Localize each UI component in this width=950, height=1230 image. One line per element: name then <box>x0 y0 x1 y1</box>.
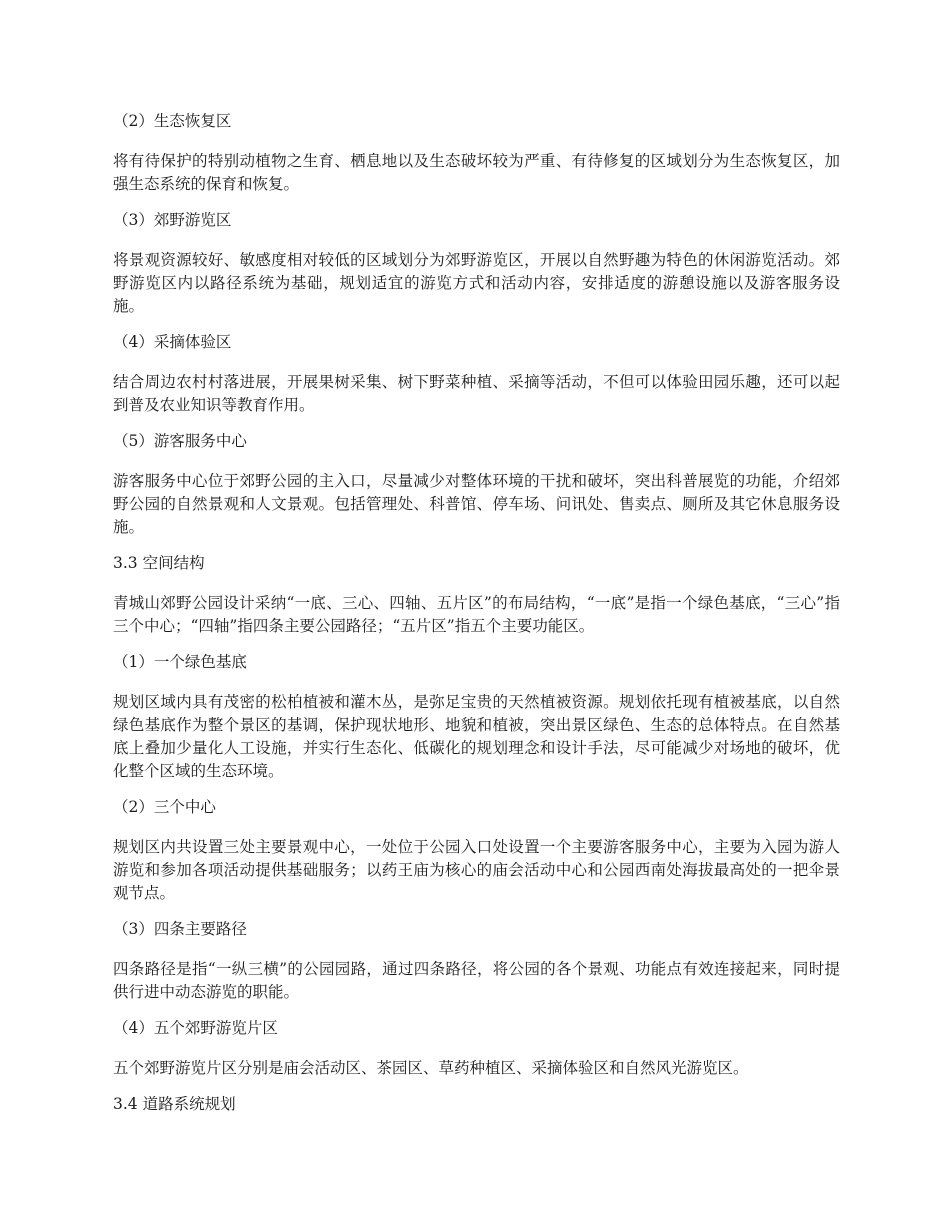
paragraph-green-base: 规划区域内具有茂密的松柏植被和灌木丛，是弥足宝贵的天然植被资源。规划依托现有植被基底，以自然绿色基底作为整个景区的基调，保护现状地形、地貌和植被，突出景区绿色、生态的总体特点。在自然基底上叠加少量化人工设施，并实行生态化、低碳化的规划理念和设计手法，尽可能减少对场地的破坏，优化整个区域的生态环境。 <box>113 693 840 780</box>
paragraph-spatial-structure: 青城山郊野公园设计采纳“一底、三心、四轴、五片区”的布局结构，“一底”是指一个绿色基底，“三心”指三个中心；“四轴”指四条主要公园路径；“五片区”指五个主要功能区。 <box>113 594 840 635</box>
paragraph-visitor-center: 游客服务中心位于郊野公园的主入口，尽量减少对整体环境的干扰和破坏，突出科普展览的功能，介绍郊野公园的自然景观和人文景观。包括管理处、科普馆、停车场、问讯处、售卖点、厕所及其它休息服务设施。 <box>113 472 840 536</box>
paragraph-three-centers: 规划区内共设置三处主要景观中心，一处位于公园入口处设置一个主要游客服务中心，主要为入园为游人游览和参加各项活动提供基础服务；以药王庙为核心的庙会活动中心和公园西南处海拔最高处的一把伞景观节点。 <box>113 838 840 902</box>
paragraph-ecological-restoration: 将有待保护的特别动植物之生育、栖息地以及生态破坏较为严重、有待修复的区域划分为生态恢复区，加强生态系统的保育和恢复。 <box>113 152 840 193</box>
paragraph-suburban-tour: 将景观资源较好、敏感度相对较低的区域划分为郊野游览区，开展以自然野趣为特色的休闲游览活动。郊野游览区内以路径系统为基础，规划适宜的游览方式和活动内容，安排适度的游憩设施以及游客服务设施。 <box>113 251 840 315</box>
subheading-suburban-tour: （3）郊野游览区 <box>113 211 232 229</box>
paragraph-five-zones: 五个郊野游览片区分别是庙会活动区、茶园区、草药种植区、采摘体验区和自然风光游览区。 <box>113 1059 749 1077</box>
paragraph-picking-experience: 结合周边农村村落进展，开展果树采集、树下野菜种植、采摘等活动，不但可以体验田园乐趣，还可以起到普及农业知识等教育作用。 <box>113 373 840 414</box>
subheading-visitor-center: （5）游客服务中心 <box>113 432 247 450</box>
document-page <box>113 104 840 1133</box>
subheading-picking-experience: （4）采摘体验区 <box>113 333 232 351</box>
subheading-four-paths: （3）四条主要路径 <box>113 920 247 938</box>
section-title-spatial-structure: 3.3 空间结构 <box>113 554 205 572</box>
section-title-road-system: 3.4 道路系统规划 <box>113 1095 236 1113</box>
subheading-three-centers: （2）三个中心 <box>113 798 216 816</box>
paragraph-four-paths: 四条路径是指“一纵三横”的公园园路，通过四条路径，将公园的各个景观、功能点有效连接起来，同时提供行进中动态游览的职能。 <box>113 960 840 1001</box>
subheading-green-base: （1）一个绿色基底 <box>113 653 247 671</box>
subheading-five-zones: （4）五个郊野游览片区 <box>113 1019 278 1037</box>
subheading-ecological-restoration: （2）生态恢复区 <box>113 112 232 130</box>
